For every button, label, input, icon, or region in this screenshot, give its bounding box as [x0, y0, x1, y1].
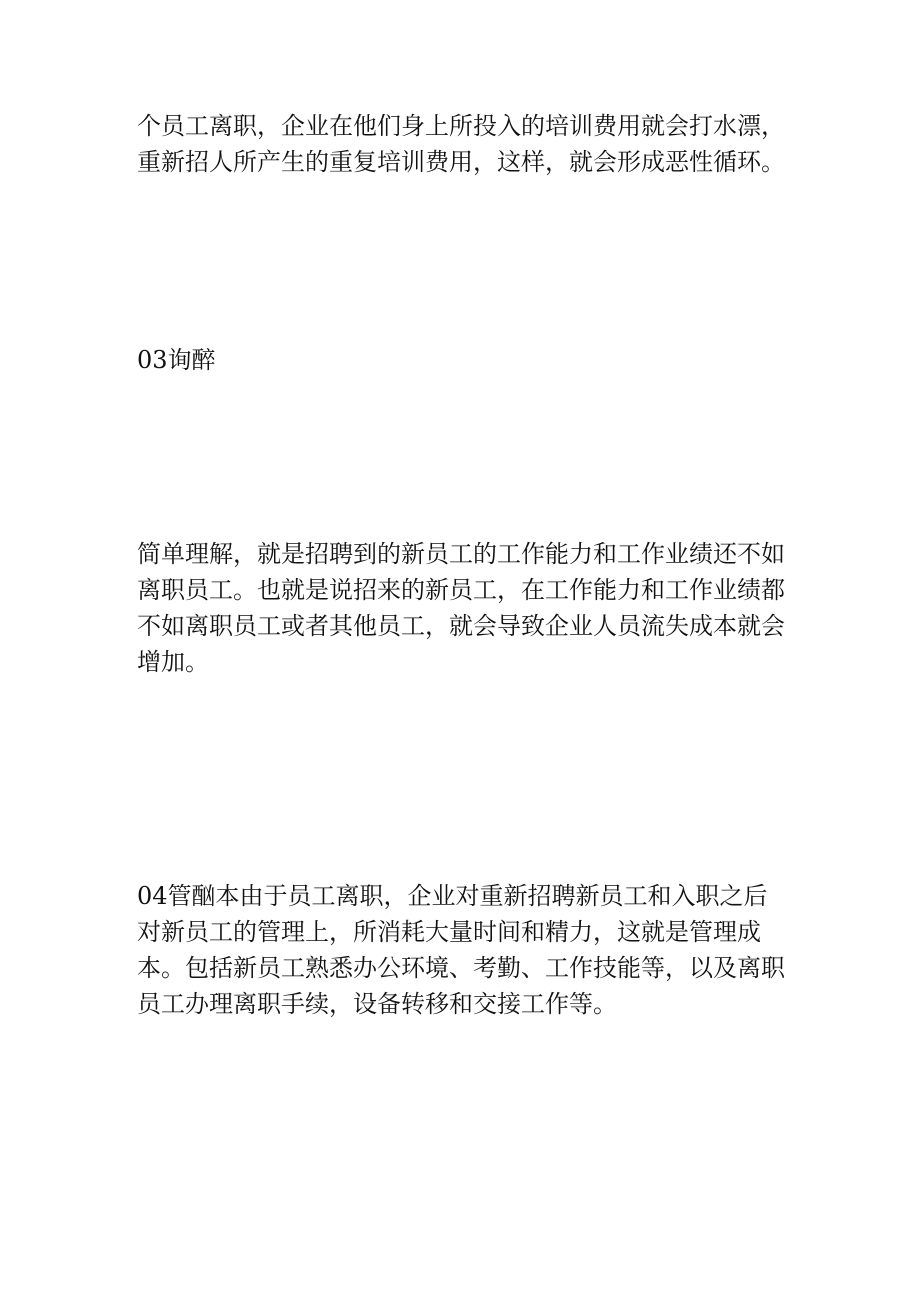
paragraph-training-cost: 个员工离职，企业在他们身上所投入的培训费用就会打水漂，重新招人所产生的重复培训费用，这样，就会形成恶性循环。: [137, 112, 785, 176]
section-number: 04: [137, 882, 168, 910]
section-number: 03: [137, 346, 168, 374]
paragraph-management-cost: [137, 878, 787, 1022]
section-title: 询醉: [167, 346, 216, 374]
section-text: 管酗本由于员工离职，企业对重新招聘新员工和入职之后对新员工的管理上，所消耗大量时间和精力，这就是管理成本。包括新员工熟悉办公环境、考勤、工作技能等，以及离职员工办理离职手续，设备转移和交接工作等。: [137, 882, 785, 1018]
section-heading-03: [137, 342, 216, 378]
paragraph-performance-cost: 简单理解，就是招聘到的新员工的工作能力和工作业绩还不如离职员工。也就是说招来的新员工，在工作能力和工作业绩都不如离职员工或者其他员工，就会导致企业人员流失成本就会增加。: [137, 540, 785, 676]
